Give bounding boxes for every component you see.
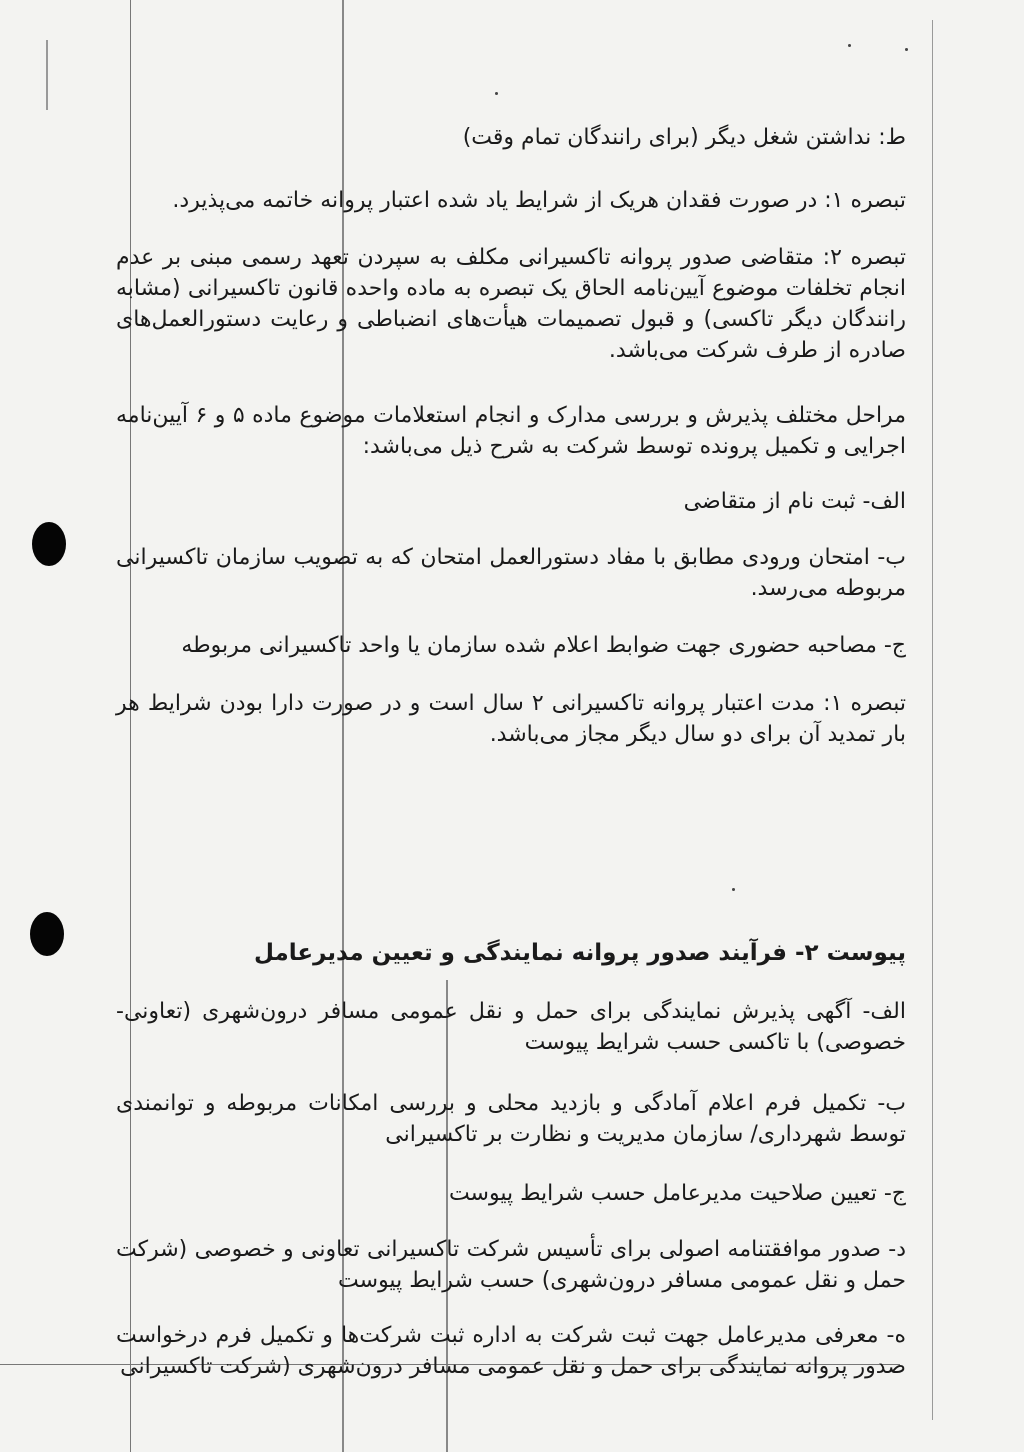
note-2: تبصره ۲: متقاضی صدور پروانه تاکسیرانی مکلف به سپردن تعهد رسمی مبنی بر عدم انجام تخلفات موضوع آیین‌نامه الحاق یک تبصره به ماده واحده قانون تاکسیرانی (مشابه رانندگان دیگر تاکسی) و قبول تصمیمات هیأت‌های انضباطی و رعایت دستورالعمل‌های صادره از طرف شرکت می‌باشد. [116,245,907,363]
stages-intro: مراحل مختلف پذیرش و بررسی مدارک و انجام استعلامات موضوع ماده ۵ و ۶ آیین‌نامه اجرایی و تکمیل پرونده توسط شرکت به شرح ذیل می‌باشد: [116,403,906,459]
stage-a: الف- ثبت نام از متقاضی [683,489,906,514]
annex-item-d: د- صدور موافقتنامه اصولی برای تأسیس شرکت تاکسیرانی تعاونی و خصوصی (شرکت حمل و نقل عمومی مسافر درون‌شهری) حسب شرایط پیوست [116,1237,906,1293]
punch-hole-top [32,522,66,566]
speck [732,888,735,891]
stage-b: ب- امتحان ورودی مطابق با مفاد دستورالعمل امتحان که به تصویب سازمان تاکسیرانی مربوطه می‌رسد. [116,545,906,601]
stage-c: ج- مصاحبه حضوری جهت ضوابط اعلام شده سازمان یا واحد تاکسیرانی مربوطه [181,633,906,658]
note-1: تبصره ۱: در صورت فقدان هریک از شرایط یاد شده اعتبار پروانه خاتمه می‌پذیرد. [172,188,906,213]
speck [905,48,908,51]
annex-item-a: الف- آگهی پذیرش نمایندگی برای حمل و نقل عمومی مسافر درون‌شهری (تعاونی- خصوصی) با تاکسی حسب شرایط پیوست [116,999,906,1055]
scan-line-right [932,20,933,1420]
note-1-validity: تبصره ۱: مدت اعتبار پروانه تاکسیرانی ۲ سال است و در صورت دارا بودن شرایط هر بار تمدید آن برای دو سال دیگر مجاز می‌باشد. [116,691,907,747]
annex-item-b: ب- تکمیل فرم اعلام آمادگی و بازدید محلی و بررسی امکانات مربوطه و توانمندی توسط شهرداری/ سازمان مدیریت و نظارت بر تاکسیرانی [116,1091,906,1147]
annex-item-e: ه- معرفی مدیرعامل جهت ثبت شرکت به اداره ثبت شرکت‌ها و تکمیل فرم درخواست صدور پروانه نمایندگی برای حمل و نقل عمومی مسافر درون‌شهری (شرکت تاکسیرانی [116,1323,906,1379]
speck [848,44,851,47]
item-ta: ط: نداشتن شغل دیگر (برای رانندگان تمام وقت) [462,125,906,150]
speck [495,92,498,95]
scan-line-far-left [46,40,48,110]
annex-2-heading: پیوست ۲- فرآیند صدور پروانه نمایندگی و تعیین مدیرعامل [253,940,906,966]
punch-hole-bottom [30,912,64,956]
annex-item-c: ج- تعیین صلاحیت مدیرعامل حسب شرایط پیوست [448,1181,906,1206]
